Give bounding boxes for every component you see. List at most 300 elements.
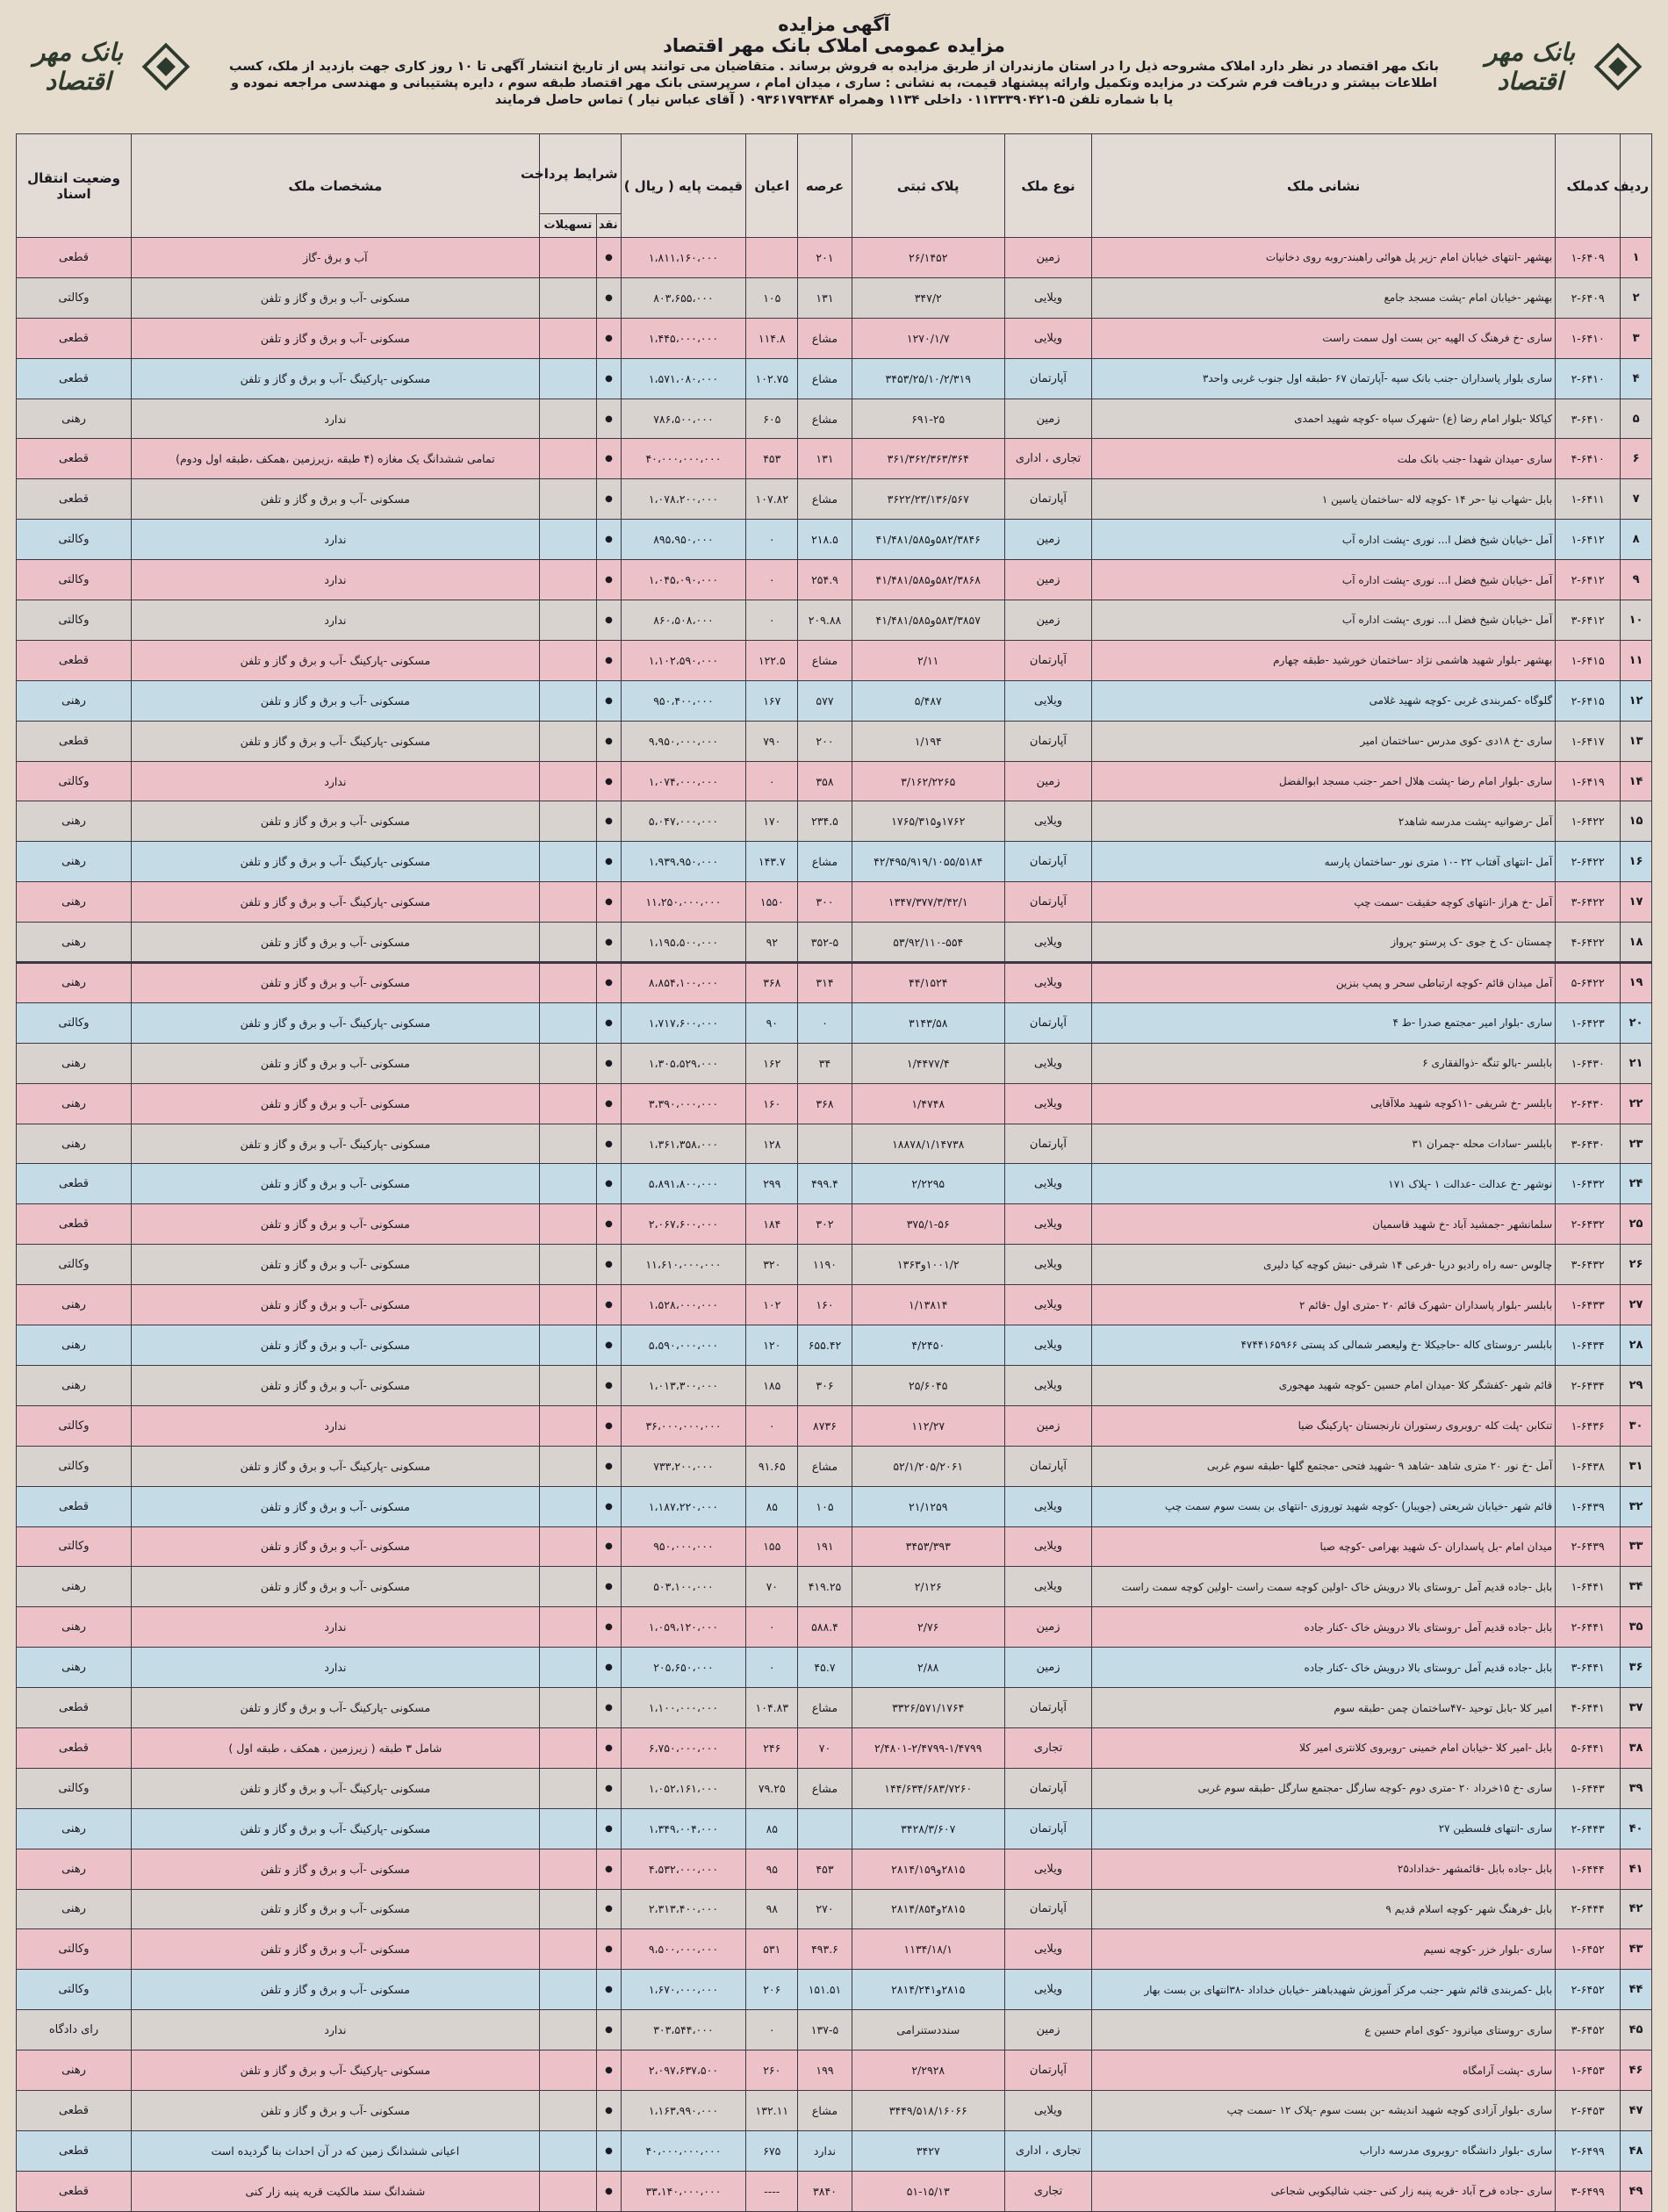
cell-address: قائم شهر -کفشگر کلا -میدان امام حسین -کوچه شهید مهجوری bbox=[1092, 1365, 1556, 1405]
cell-price: ۱،۱۸۷،۲۲۰،۰۰۰ bbox=[621, 1486, 746, 1526]
cell-code: ۱-۶۴۳۶ bbox=[1556, 1405, 1621, 1446]
cell-type: ویلایی bbox=[1004, 1526, 1091, 1567]
cell-status: قطعی bbox=[17, 2090, 132, 2130]
cell-type: آپارتمان bbox=[1004, 721, 1091, 761]
col-row: ردیف bbox=[1621, 134, 1652, 238]
cell-row: ۳۷ bbox=[1621, 1688, 1652, 1728]
cell-address: نوشهر -خ عدالت -عدالت ۱ -پلاک ۱۷۱ bbox=[1092, 1164, 1556, 1204]
cell-status: وکالتی bbox=[17, 560, 132, 600]
cell-price: ۱،۴۴۵،۰۰۰،۰۰۰ bbox=[621, 318, 746, 358]
cell-address: قائم شهر -خیابان شریعتی (جویبار) -کوچه شهید توروزی -انتهای بن بست سوم سمت چپ bbox=[1092, 1486, 1556, 1526]
cell-address: بابل -امیر کلا -خیابان امام خمینی -روبروی کلانتری امیر کلا bbox=[1092, 1727, 1556, 1768]
cell-price: ۲،۰۶۷،۶۰۰،۰۰۰ bbox=[621, 1204, 746, 1245]
cell-land: ۳۱۴ bbox=[798, 963, 852, 1003]
cell-land: ۵۷۷ bbox=[798, 680, 852, 721]
cell-cash: ● bbox=[597, 318, 621, 358]
cell-land: ۱۹۱ bbox=[798, 1526, 852, 1567]
cell-building: ۴۵۳ bbox=[746, 439, 798, 479]
cell-installment bbox=[539, 721, 596, 761]
cell-plaque: ۳۴۷/۲ bbox=[852, 277, 1004, 318]
cell-address: بابلسر -بالو تنگه -ذوالفقاری ۶ bbox=[1092, 1043, 1556, 1083]
cell-type: زمین bbox=[1004, 1405, 1091, 1446]
cell-installment bbox=[539, 358, 596, 399]
cell-type: زمین bbox=[1004, 520, 1091, 560]
cell-building: ٠ bbox=[746, 2010, 798, 2050]
cell-price: ۱،۹۳۹،۹۵۰،۰۰۰ bbox=[621, 842, 746, 882]
cell-building: ۱۲۰ bbox=[746, 1325, 798, 1366]
cell-price: ۵،۰۴۷،۰۰۰،۰۰۰ bbox=[621, 801, 746, 842]
cell-installment bbox=[539, 1929, 596, 1970]
table-row bbox=[17, 1889, 1652, 1929]
table-row bbox=[17, 1365, 1652, 1405]
table-row bbox=[17, 560, 1652, 600]
cell-building: ۲۰۶ bbox=[746, 1970, 798, 2010]
cell-code: ۱-۶۴۳۳ bbox=[1556, 1285, 1621, 1325]
cell-price: ۴۰،۰۰۰،۰۰۰،۰۰۰ bbox=[621, 439, 746, 479]
cell-plaque: ۲۸۱۵و۲۸۱۴/۲۴۱ bbox=[852, 1970, 1004, 2010]
cell-row: ۴۲ bbox=[1621, 1889, 1652, 1929]
cell-type: آپارتمان bbox=[1004, 2050, 1091, 2091]
cell-land: مشاع bbox=[798, 2090, 852, 2130]
cell-code: ۲-۶۴۴۳ bbox=[1556, 1808, 1621, 1849]
cell-price: ۱،۱۹۵،۵۰۰،۰۰۰ bbox=[621, 923, 746, 963]
cell-plaque: ۲/۲۹۲۸ bbox=[852, 2050, 1004, 2091]
cell-type: تجاری bbox=[1004, 1727, 1091, 1768]
cell-price: ۱،۱۰۰،۰۰۰،۰۰۰ bbox=[621, 1688, 746, 1728]
cell-row: ۲۹ bbox=[1621, 1365, 1652, 1405]
cell-address: ساری -بلوار امیر -مجتمع صدرا -ط ۴ bbox=[1092, 1002, 1556, 1043]
table-row bbox=[17, 1727, 1652, 1768]
cell-row: ۳۲ bbox=[1621, 1486, 1652, 1526]
cell-row: ۴۶ bbox=[1621, 2050, 1652, 2091]
cell-land: ۳۵۲-۵ bbox=[798, 923, 852, 963]
cell-installment bbox=[539, 399, 596, 439]
cell-building: ۱۴۳.۷ bbox=[746, 842, 798, 882]
cell-code: ۱-۶۴۱۰ bbox=[1556, 318, 1621, 358]
cell-land: ۴۵۳ bbox=[798, 1849, 852, 1889]
cell-cash: ● bbox=[597, 640, 621, 680]
cell-installment bbox=[539, 238, 596, 278]
cell-installment bbox=[539, 1970, 596, 2010]
cell-status: رهنی bbox=[17, 842, 132, 882]
cell-status: وکالتی bbox=[17, 1929, 132, 1970]
cell-row: ۳۱ bbox=[1621, 1446, 1652, 1486]
cell-plaque: ۲۸۱۵و۲۸۱۴/۸۵۴ bbox=[852, 1889, 1004, 1929]
cell-address: ساری -خ ۱۵خرداد ۲۰ -متری دوم -کوچه سارگل -مجتمع سارگل -طبقه سوم غربی bbox=[1092, 1768, 1556, 1808]
cell-code: ۲-۶۴۴۱ bbox=[1556, 1607, 1621, 1648]
cell-price: ۱،۷۱۷،۶۰۰،۰۰۰ bbox=[621, 1002, 746, 1043]
cell-price: ۱،۰۵۲،۱۶۱،۰۰۰ bbox=[621, 1768, 746, 1808]
cell-code: ۱-۶۴۳۸ bbox=[1556, 1446, 1621, 1486]
cell-type: ویلایی bbox=[1004, 801, 1091, 842]
cell-installment bbox=[539, 1083, 596, 1124]
cell-type: ویلایی bbox=[1004, 963, 1091, 1003]
cell-plaque: ۶۹۱-۲۵ bbox=[852, 399, 1004, 439]
cell-address: ساری -پشت آرامگاه bbox=[1092, 2050, 1556, 2091]
cell-type: تجاری ، اداری bbox=[1004, 439, 1091, 479]
cell-building: ۷۰ bbox=[746, 1567, 798, 1607]
cell-desc: مسکونی -پارکینگ -آب و برق و گاز و تلفن bbox=[132, 1688, 540, 1728]
cell-desc: ندارد bbox=[132, 520, 540, 560]
cell-price: ۵،۸۹۱،۸۰۰،۰۰۰ bbox=[621, 1164, 746, 1204]
cell-address: ساری -خ فرهنگ ک الهیه -بن بست اول سمت راست bbox=[1092, 318, 1556, 358]
cell-price: ۱۱،۲۵۰،۰۰۰،۰۰۰ bbox=[621, 882, 746, 923]
cell-row: ۴۰ bbox=[1621, 1808, 1652, 1849]
cell-address: بهشهر -انتهای خیابان امام -زیر پل هوائی راهبند-روبه روی دخانیات bbox=[1092, 238, 1556, 278]
cell-code: ۱-۶۴۴۱ bbox=[1556, 1567, 1621, 1607]
cell-price: ۸۹۵،۹۵۰،۰۰۰ bbox=[621, 520, 746, 560]
cell-cash: ● bbox=[597, 1607, 621, 1648]
cell-building: ۱۱۴.۸ bbox=[746, 318, 798, 358]
cell-land: ۳۵۸ bbox=[798, 761, 852, 801]
cell-status: قطعی bbox=[17, 1727, 132, 1768]
cell-plaque: ۱/۱۳۸۱۴ bbox=[852, 1285, 1004, 1325]
cell-price: ۷۳۳،۲۰۰،۰۰۰ bbox=[621, 1446, 746, 1486]
cell-cash: ● bbox=[597, 358, 621, 399]
cell-price: ۱،۵۷۱،۰۸۰،۰۰۰ bbox=[621, 358, 746, 399]
cell-row: ۳۶ bbox=[1621, 1648, 1652, 1688]
cell-row: ۲۴ bbox=[1621, 1164, 1652, 1204]
cell-installment bbox=[539, 1164, 596, 1204]
cell-row: ۲۰ bbox=[1621, 1002, 1652, 1043]
cell-cash: ● bbox=[597, 1768, 621, 1808]
cell-status: وکالتی bbox=[17, 1245, 132, 1285]
cell-status: قطعی bbox=[17, 439, 132, 479]
cell-desc: مسکونی -پارکینگ -آب و برق و گاز و تلفن bbox=[132, 1446, 540, 1486]
cell-land: ۳۶۸ bbox=[798, 1083, 852, 1124]
cell-cash: ● bbox=[597, 1002, 621, 1043]
table-row bbox=[17, 1648, 1652, 1688]
cell-address: سلمانشهر -جمشید آباد -خ شهید قاسمیان bbox=[1092, 1204, 1556, 1245]
cell-cash: ● bbox=[597, 1929, 621, 1970]
cell-building bbox=[746, 238, 798, 278]
col-address: نشانی ملک bbox=[1092, 134, 1556, 238]
cell-desc: مسکونی -پارکینگ -آب و برق و گاز و تلفن bbox=[132, 1002, 540, 1043]
cell-price: ۵۰۳،۱۰۰،۰۰۰ bbox=[621, 1567, 746, 1607]
cell-desc: ندارد bbox=[132, 560, 540, 600]
cell-cash: ● bbox=[597, 923, 621, 963]
cell-building: ۱۵۵۰ bbox=[746, 882, 798, 923]
cell-status: وکالتی bbox=[17, 1526, 132, 1567]
cell-cash: ● bbox=[597, 1043, 621, 1083]
cell-status: قطعی bbox=[17, 238, 132, 278]
cell-status: وکالتی bbox=[17, 1768, 132, 1808]
cell-plaque: ۳۴۲۸/۳/۶۰۷ bbox=[852, 1808, 1004, 1849]
cell-land: ۲۳۴.۵ bbox=[798, 801, 852, 842]
cell-status: رهنی bbox=[17, 1648, 132, 1688]
cell-status: قطعی bbox=[17, 318, 132, 358]
cell-desc: مسکونی -آب و برق و گاز و تلفن bbox=[132, 1325, 540, 1366]
cell-installment bbox=[539, 560, 596, 600]
cell-land: ۲۵۴.۹ bbox=[798, 560, 852, 600]
cell-type: آپارتمان bbox=[1004, 882, 1091, 923]
cell-plaque: ۲/۱۲۶ bbox=[852, 1567, 1004, 1607]
cell-building: ۶۰۵ bbox=[746, 399, 798, 439]
cell-address: آمل -خیابان شیخ فضل ا... نوری -پشت اداره آب bbox=[1092, 520, 1556, 560]
cell-plaque: ۲/۸۸ bbox=[852, 1648, 1004, 1688]
cell-type: زمین bbox=[1004, 560, 1091, 600]
cell-type: ویلایی bbox=[1004, 1849, 1091, 1889]
cell-plaque: ۲۵/۶۰۴۵ bbox=[852, 1365, 1004, 1405]
cell-plaque: سنددستنرامی bbox=[852, 2010, 1004, 2050]
cell-desc: مسکونی -آب و برق و گاز و تلفن bbox=[132, 801, 540, 842]
cell-status: قطعی bbox=[17, 2171, 132, 2211]
cell-plaque: ۱۲۷۰/۱/۷ bbox=[852, 318, 1004, 358]
cell-status: رهنی bbox=[17, 923, 132, 963]
table-row bbox=[17, 2050, 1652, 2091]
cell-cash: ● bbox=[597, 721, 621, 761]
cell-installment bbox=[539, 1285, 596, 1325]
cell-type: ویلایی bbox=[1004, 1567, 1091, 1607]
cell-price: ۱،۰۷۸،۲۰۰،۰۰۰ bbox=[621, 479, 746, 520]
cell-row: ۱۸ bbox=[1621, 923, 1652, 963]
table-row bbox=[17, 1245, 1652, 1285]
cell-installment bbox=[539, 277, 596, 318]
cell-cash: ● bbox=[597, 1648, 621, 1688]
cell-type: ویلایی bbox=[1004, 2090, 1091, 2130]
cell-plaque: ۳/۱۶۲/۲۲۶۵ bbox=[852, 761, 1004, 801]
cell-type: آپارتمان bbox=[1004, 1446, 1091, 1486]
cell-type: آپارتمان bbox=[1004, 842, 1091, 882]
cell-type: آپارتمان bbox=[1004, 1889, 1091, 1929]
table-row bbox=[17, 1768, 1652, 1808]
cell-plaque: ۴/۲۴۵۰ bbox=[852, 1325, 1004, 1366]
cell-land: مشاع bbox=[798, 1688, 852, 1728]
cell-building: ۳۶۸ bbox=[746, 963, 798, 1003]
cell-plaque: ۱۳۴۷/۳۷۷/۳/۴۲/۱ bbox=[852, 882, 1004, 923]
cell-installment bbox=[539, 923, 596, 963]
cell-address: بابل -کمربندی قائم شهر -جنب مرکز آموزش شهیدباهنر -خیابان خداداد -۳۸انتهای بن بست بهار bbox=[1092, 1970, 1556, 2010]
cell-building: ---- bbox=[746, 2171, 798, 2211]
cell-status: رهنی bbox=[17, 1325, 132, 1366]
cell-cash: ● bbox=[597, 2090, 621, 2130]
table-row bbox=[17, 1567, 1652, 1607]
cell-row: ۱۱ bbox=[1621, 640, 1652, 680]
cell-address: ساری -بلوار دانشگاه -روبروی مدرسه داراب bbox=[1092, 2130, 1556, 2171]
bank-logo-left bbox=[25, 23, 191, 111]
cell-cash: ● bbox=[597, 1727, 621, 1768]
cell-building: ۸۵ bbox=[746, 1486, 798, 1526]
cell-desc: مسکونی -آب و برق و گاز و تلفن bbox=[132, 680, 540, 721]
cell-code: ۲-۶۴۳۹ bbox=[1556, 1526, 1621, 1567]
table-row bbox=[17, 1043, 1652, 1083]
cell-installment bbox=[539, 1043, 596, 1083]
cell-building: ٠ bbox=[746, 1607, 798, 1648]
cell-type: ویلایی bbox=[1004, 1970, 1091, 2010]
col-desc: مشخصات ملک bbox=[132, 134, 540, 238]
table-row bbox=[17, 680, 1652, 721]
cell-code: ۲-۶۴۴۴ bbox=[1556, 1889, 1621, 1929]
cell-land: ۱۳۱ bbox=[798, 277, 852, 318]
bank-emblem-icon bbox=[1593, 41, 1643, 92]
cell-row: ۱ bbox=[1621, 238, 1652, 278]
cell-code: ۱-۶۴۱۱ bbox=[1556, 479, 1621, 520]
cell-code: ۲-۶۴۵۳ bbox=[1556, 2090, 1621, 2130]
cell-building: ۷۹۰ bbox=[746, 721, 798, 761]
cell-plaque: ۱/۴۴۷۷/۴ bbox=[852, 1043, 1004, 1083]
cell-plaque: ۳۶۲۲/۲۳/۱۳۶/۵۶۷ bbox=[852, 479, 1004, 520]
cell-land: ۸۷۳۶ bbox=[798, 1405, 852, 1446]
cell-row: ۹ bbox=[1621, 560, 1652, 600]
cell-address: ساری -بلوار امام رضا -پشت هلال احمر -جنب مسجد ابوالفضل bbox=[1092, 761, 1556, 801]
table-row bbox=[17, 2010, 1652, 2050]
cell-address: چمستان -ک خ جوی -ک پرستو -پرواز bbox=[1092, 923, 1556, 963]
cell-type: آپارتمان bbox=[1004, 640, 1091, 680]
cell-status: رهنی bbox=[17, 1043, 132, 1083]
cell-type: ویلایی bbox=[1004, 1285, 1091, 1325]
cell-address: بابلسر -روستای کاله -حاجیکلا -خ ولیعصر شمالی کد پستی ۴۷۴۴۱۶۵۹۶۶ bbox=[1092, 1325, 1556, 1366]
table-row bbox=[17, 761, 1652, 801]
cell-building: ۱۶۷ bbox=[746, 680, 798, 721]
cell-building: ٠ bbox=[746, 1648, 798, 1688]
cell-row: ۲۳ bbox=[1621, 1124, 1652, 1164]
cell-status: رهنی bbox=[17, 1365, 132, 1405]
cell-cash: ● bbox=[597, 1245, 621, 1285]
col-building: اعیان bbox=[746, 134, 798, 238]
cell-plaque: ۱/۱۹۴ bbox=[852, 721, 1004, 761]
cell-address: امیر کلا -بابل توحید -۴۷ساختمان چمن -طبقه سوم bbox=[1092, 1688, 1556, 1728]
cell-code: ۳-۶۴۳۰ bbox=[1556, 1124, 1621, 1164]
table-row bbox=[17, 640, 1652, 680]
cell-plaque: ۵۳/۹۲/۱۱۰-۵۵۴ bbox=[852, 923, 1004, 963]
cell-cash: ● bbox=[597, 1285, 621, 1325]
cell-building: ۱۲۸ bbox=[746, 1124, 798, 1164]
cell-land: مشاع bbox=[798, 358, 852, 399]
cell-address: میدان امام -بل پاسداران -ک شهید بهرامی -کوچه صبا bbox=[1092, 1526, 1556, 1567]
cell-desc: مسکونی -پارکینگ -آب و برق و گاز و تلفن bbox=[132, 2050, 540, 2091]
cell-address: بابل -شهاب نیا -حر ۱۴ -کوچه لاله -ساختمان یاسین ۱ bbox=[1092, 479, 1556, 520]
cell-installment bbox=[539, 1245, 596, 1285]
cell-desc: ندارد bbox=[132, 600, 540, 641]
cell-code: ۴-۶۴۲۲ bbox=[1556, 923, 1621, 963]
cell-address: ساری -بلوار خزر -کوچه نسیم bbox=[1092, 1929, 1556, 1970]
cell-land: ۵۸۸.۴ bbox=[798, 1607, 852, 1648]
cell-installment bbox=[539, 1768, 596, 1808]
cell-status: وکالتی bbox=[17, 761, 132, 801]
cell-cash: ● bbox=[597, 399, 621, 439]
cell-address: ساری -بلوار آزادی کوچه شهید اندیشه -بن بست سوم -پلاک ۱۲ -سمت چپ bbox=[1092, 2090, 1556, 2130]
table-row bbox=[17, 479, 1652, 520]
cell-desc: مسکونی -آب و برق و گاز و تلفن bbox=[132, 1929, 540, 1970]
cell-cash: ● bbox=[597, 1849, 621, 1889]
cell-code: ۱-۶۴۳۰ bbox=[1556, 1043, 1621, 1083]
cell-building: ۱۸۵ bbox=[746, 1365, 798, 1405]
cell-cash: ● bbox=[597, 600, 621, 641]
cell-row: ۱۷ bbox=[1621, 882, 1652, 923]
cell-price: ۱،۰۵۹،۱۲۰،۰۰۰ bbox=[621, 1607, 746, 1648]
cell-code: ۵-۶۴۲۲ bbox=[1556, 963, 1621, 1003]
cell-desc: ندارد bbox=[132, 399, 540, 439]
cell-type: ویلایی bbox=[1004, 680, 1091, 721]
cell-status: رهنی bbox=[17, 882, 132, 923]
cell-installment bbox=[539, 1849, 596, 1889]
cell-price: ۱،۰۷۴،۰۰۰،۰۰۰ bbox=[621, 761, 746, 801]
table-row bbox=[17, 1607, 1652, 1648]
cell-installment bbox=[539, 1204, 596, 1245]
cell-land: ۴۹۹.۴ bbox=[798, 1164, 852, 1204]
cell-building: ۳۲۰ bbox=[746, 1245, 798, 1285]
table-row bbox=[17, 1405, 1652, 1446]
cell-status: رهنی bbox=[17, 801, 132, 842]
cell-land: ۳۸۴۰ bbox=[798, 2171, 852, 2211]
cell-desc: ششدانگ سند مالکیت قریه پنبه زار کنی bbox=[132, 2171, 540, 2211]
cell-plaque: ۳۴۲۷ bbox=[852, 2130, 1004, 2171]
cell-row: ۶ bbox=[1621, 439, 1652, 479]
cell-address: بابل -جاده قدیم آمل -روستای بالا درویش خاک -اولین کوچه سمت راست -اولین کوچه سمت راست bbox=[1092, 1567, 1556, 1607]
cell-row: ۲۵ bbox=[1621, 1204, 1652, 1245]
cell-code: ۳-۶۴۳۲ bbox=[1556, 1245, 1621, 1285]
cell-cash: ● bbox=[597, 842, 621, 882]
cell-installment bbox=[539, 1446, 596, 1486]
cell-installment bbox=[539, 1808, 596, 1849]
cell-status: وکالتی bbox=[17, 1446, 132, 1486]
cell-status: قطعی bbox=[17, 1164, 132, 1204]
cell-price: ۱،۳۶۱،۳۵۸،۰۰۰ bbox=[621, 1124, 746, 1164]
cell-desc: مسکونی -آب و برق و گاز و تلفن bbox=[132, 1486, 540, 1526]
cell-cash: ● bbox=[597, 1405, 621, 1446]
cell-building: ۱۳۲.۱۱ bbox=[746, 2090, 798, 2130]
cell-status: قطعی bbox=[17, 1688, 132, 1728]
cell-status: رهنی bbox=[17, 399, 132, 439]
cell-cash: ● bbox=[597, 761, 621, 801]
cell-cash: ● bbox=[597, 882, 621, 923]
cell-plaque: ۱۸۸۷۸/۱/۱۴۷۳۸ bbox=[852, 1124, 1004, 1164]
table-row bbox=[17, 721, 1652, 761]
cell-type: ویلایی bbox=[1004, 1245, 1091, 1285]
cell-status: وکالتی bbox=[17, 1002, 132, 1043]
cell-installment bbox=[539, 1002, 596, 1043]
cell-land: ۳۰۲ bbox=[798, 1204, 852, 1245]
cell-cash: ● bbox=[597, 2050, 621, 2091]
table-row bbox=[17, 318, 1652, 358]
cell-installment bbox=[539, 1607, 596, 1648]
cell-code: ۳-۶۴۹۹ bbox=[1556, 2171, 1621, 2211]
cell-status: قطعی bbox=[17, 2130, 132, 2171]
cell-cash: ● bbox=[597, 520, 621, 560]
cell-cash: ● bbox=[597, 1526, 621, 1567]
cell-land: ۱۳۷-۵ bbox=[798, 2010, 852, 2050]
cell-installment bbox=[539, 1486, 596, 1526]
cell-land: ۲۰۱ bbox=[798, 238, 852, 278]
cell-desc: مسکونی -پارکینگ -آب و برق و گاز و تلفن bbox=[132, 1768, 540, 1808]
cell-installment bbox=[539, 2171, 596, 2211]
cell-code: ۴-۶۴۴۱ bbox=[1556, 1688, 1621, 1728]
cell-address: آمل -رضوانیه -پشت مدرسه شاهد۲ bbox=[1092, 801, 1556, 842]
cell-desc: مسکونی -آب و برق و گاز و تلفن bbox=[132, 1043, 540, 1083]
cell-price: ۱،۰۴۵،۰۹۰،۰۰۰ bbox=[621, 560, 746, 600]
cell-desc: مسکونی -پارکینگ -آب و برق و گاز و تلفن bbox=[132, 842, 540, 882]
cell-building: ٠ bbox=[746, 600, 798, 641]
cell-desc: مسکونی -آب و برق و گاز و تلفن bbox=[132, 1083, 540, 1124]
cell-status: رای دادگاه bbox=[17, 2010, 132, 2050]
cell-building: ۱۸۴ bbox=[746, 1204, 798, 1245]
cell-row: ۱۵ bbox=[1621, 801, 1652, 842]
cell-price: ۱،۳۰۵،۵۲۹،۰۰۰ bbox=[621, 1043, 746, 1083]
cell-installment bbox=[539, 479, 596, 520]
cell-desc: مسکونی -آب و برق و گاز و تلفن bbox=[132, 1526, 540, 1567]
cell-building: ٠ bbox=[746, 560, 798, 600]
cell-plaque: ۳۶۱/۳۶۲/۳۶۳/۳۶۴ bbox=[852, 439, 1004, 479]
cell-address: بابلسر -سادات محله -چمران ۳۱ bbox=[1092, 1124, 1556, 1164]
cell-desc: مسکونی -پارکینگ -آب و برق و گاز و تلفن bbox=[132, 640, 540, 680]
cell-type: ویلایی bbox=[1004, 1204, 1091, 1245]
cell-building: ۹۱.۶۵ bbox=[746, 1446, 798, 1486]
cell-row: ۴۸ bbox=[1621, 2130, 1652, 2171]
cell-row: ۴ bbox=[1621, 358, 1652, 399]
cell-cash: ● bbox=[597, 2010, 621, 2050]
cell-plaque: ۲/۷۶ bbox=[852, 1607, 1004, 1648]
cell-plaque: ۴۴/۱۵۲۴ bbox=[852, 963, 1004, 1003]
